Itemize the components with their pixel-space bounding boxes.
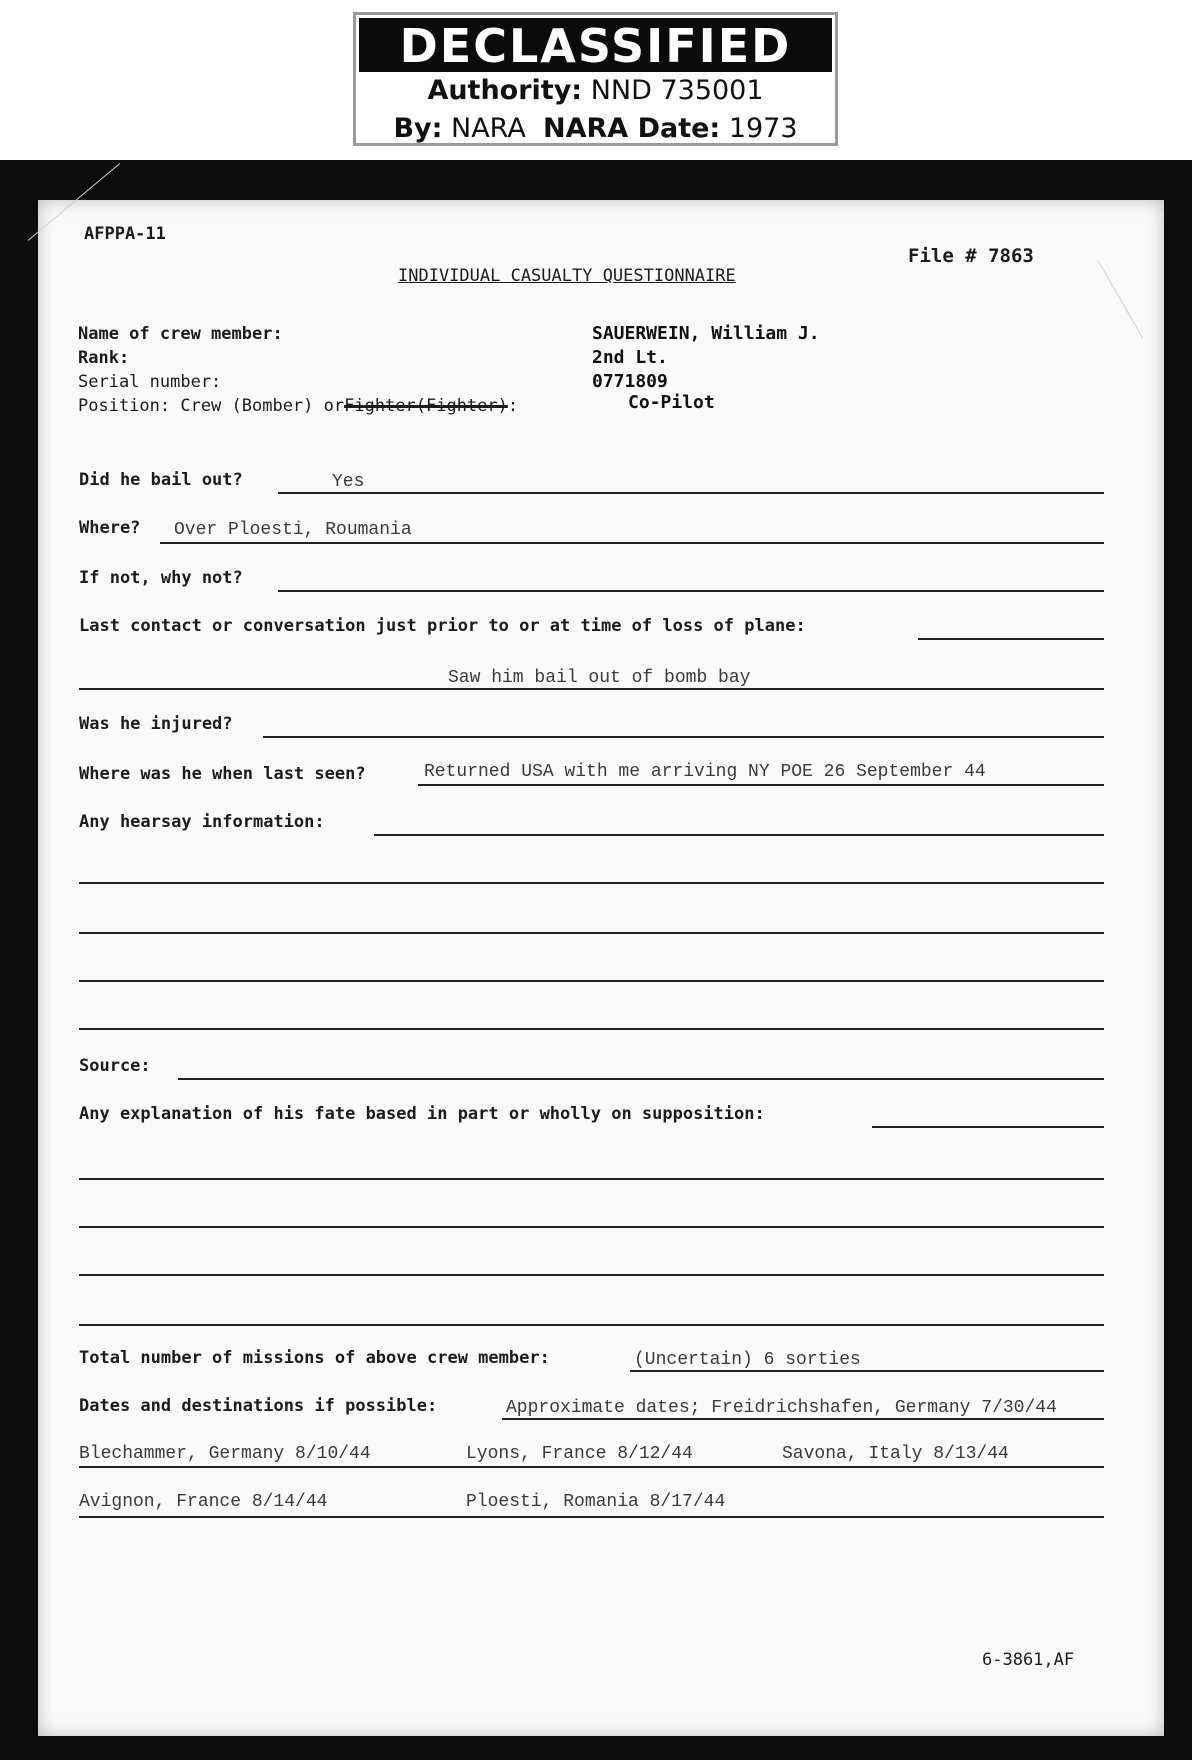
a-missions: (Uncertain) 6 sorties bbox=[634, 1350, 861, 1370]
footer-form-code: 6-3861,AF bbox=[982, 1650, 1075, 1670]
a-dates-line1: Approximate dates; Freidrichshafen, Germany 7/30/44 bbox=[506, 1398, 1057, 1418]
a-last-seen: Returned USA with me arriving NY POE 26 September 44 bbox=[424, 762, 986, 782]
q-injured: Was he injured? bbox=[79, 714, 233, 734]
position-value: Co-Pilot bbox=[628, 392, 715, 413]
form-code: AFPPA-11 bbox=[84, 224, 166, 244]
a-dates-avignon: Avignon, France 8/14/44 bbox=[79, 1492, 328, 1512]
q-if-not: If not, why not? bbox=[79, 568, 243, 588]
a-bail-out: Yes bbox=[332, 472, 365, 492]
q-source: Source: bbox=[79, 1056, 151, 1076]
q-where: Where? bbox=[79, 518, 141, 538]
position-label: Position: Crew (Bomber) orFighter(Fighter): bbox=[78, 396, 519, 416]
form-title: INDIVIDUAL CASUALTY QUESTIONNAIRE bbox=[398, 266, 736, 286]
serial-label: Serial number: bbox=[78, 372, 222, 392]
q-explanation: Any explanation of his fate based in part or wholly on supposition: bbox=[79, 1104, 765, 1124]
stamp-by-date: By: NARA NARA Date: 1973 bbox=[393, 113, 798, 144]
a-dates-savona: Savona, Italy 8/13/44 bbox=[782, 1444, 1009, 1464]
q-last-seen: Where was he when last seen? bbox=[79, 764, 366, 784]
a-last-contact: Saw him bail out of bomb bay bbox=[448, 668, 751, 688]
file-number: File # 7863 bbox=[908, 245, 1034, 267]
q-dates: Dates and destinations if possible: bbox=[79, 1396, 438, 1416]
q-hearsay: Any hearsay information: bbox=[79, 812, 325, 832]
a-where: Over Ploesti, Roumania bbox=[174, 520, 412, 540]
rank-value: 2nd Lt. bbox=[592, 347, 668, 368]
questionnaire-page bbox=[38, 200, 1164, 1736]
a-dates-ploesti: Ploesti, Romania 8/17/44 bbox=[466, 1492, 726, 1512]
stamp-authority: Authority: NND 735001 bbox=[427, 75, 764, 106]
a-dates-blechammer: Blechammer, Germany 8/10/44 bbox=[79, 1444, 371, 1464]
q-last-contact: Last contact or conversation just prior to or at time of loss of plane: bbox=[79, 616, 806, 636]
serial-value: 0771809 bbox=[592, 371, 668, 392]
name-value: SAUERWEIN, William J. bbox=[592, 323, 820, 344]
q-missions: Total number of missions of above crew member: bbox=[79, 1348, 550, 1368]
q-bail-out: Did he bail out? bbox=[79, 470, 243, 490]
stamp-title: DECLASSIFIED bbox=[359, 18, 832, 72]
name-label: Name of crew member: bbox=[78, 324, 283, 344]
a-dates-lyons: Lyons, France 8/12/44 bbox=[466, 1444, 693, 1464]
rank-label: Rank: bbox=[78, 348, 130, 368]
declassified-stamp bbox=[353, 12, 838, 146]
